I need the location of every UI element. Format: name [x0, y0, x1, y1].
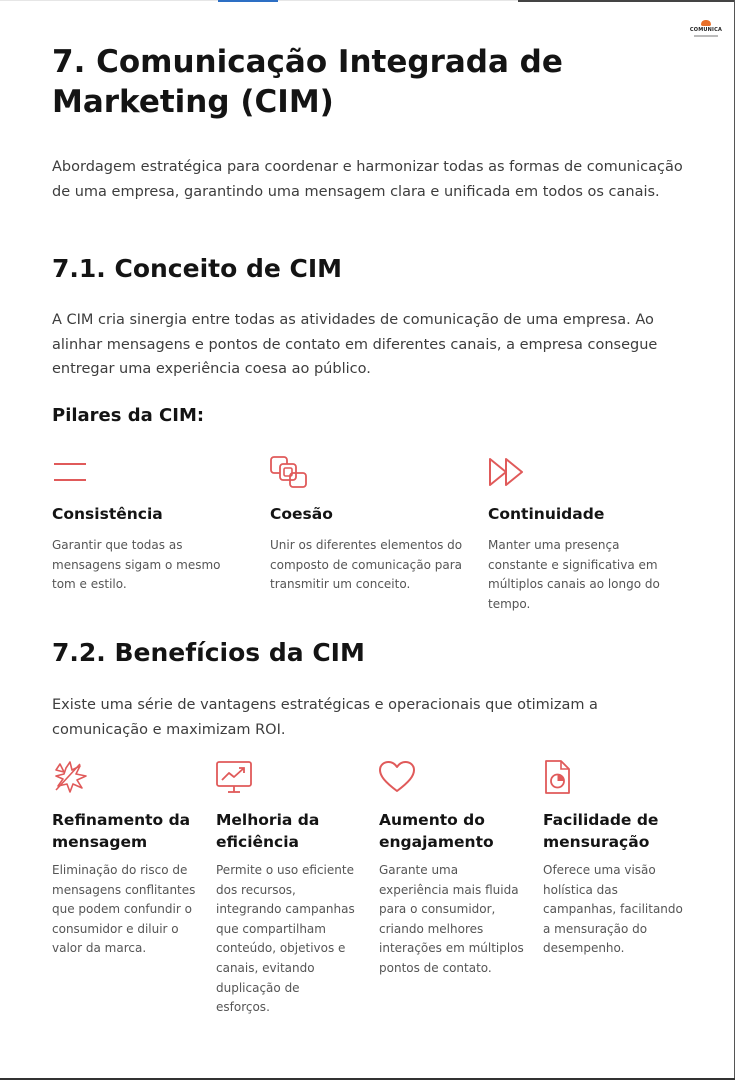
document-chart-icon: [543, 760, 583, 794]
concept-paragraph: A CIM cria sinergia entre todas as atividades de comunicação de uma empresa. Ao alinhar mensagens e pontos de contato em diferentes canais, a empresa consegue entregar uma experiência coesa ao público.: [52, 312, 658, 377]
pillar-title: Consistência: [52, 505, 163, 523]
pillar-text: Unir os diferentes elementos do composto de comunicação para transmitir um conceito.: [270, 538, 463, 592]
top-dark-bar: [518, 0, 735, 2]
logo-wordmark: COMUNICA: [689, 27, 723, 33]
pillars-heading: Pilares da CIM:: [52, 405, 205, 426]
pillar-title: Continuidade: [488, 505, 605, 523]
page-title: 7. Comunicação Integrada de Marketing (CIM): [52, 44, 563, 120]
benefit-text: Garante uma experiência mais fluida para o consumidor, criando melhores interações em múltiplos pontos de contato.: [379, 863, 524, 975]
benefit-title: Facilidade de mensuração: [543, 811, 659, 851]
logo-tagline-bar: [694, 35, 718, 37]
pillar-title: Coesão: [270, 505, 333, 523]
benefits-paragraph: Existe uma série de vantagens estratégicas e operacionais que otimizam a comunicação e maximizam ROI.: [52, 697, 598, 738]
brand-logo: [688, 20, 724, 46]
benefit-title: Aumento do engajamento: [379, 811, 494, 851]
benefit-text: Oferece uma visão holística das campanhas, facilitando a mensuração do desempenho.: [543, 863, 683, 956]
benefit-text: Permite o uso eficiente dos recursos, integrando campanhas que compartilham conteúdo, objetivos e canais, evitando duplicação de esforços.: [216, 863, 355, 1015]
top-accent-bar: [218, 0, 278, 2]
benefit-text: Eliminação do risco de mensagens conflitantes que podem confundir o consumidor e diluir o valor da marca.: [52, 863, 196, 956]
section-heading-benefits: 7.2. Benefícios da CIM: [52, 638, 365, 667]
benefit-title: Refinamento da mensagem: [52, 811, 191, 851]
sparkle-burst-icon: [52, 760, 92, 794]
logo-mark-icon: [701, 20, 711, 26]
pillar-text: Garantir que todas as mensagens sigam o mesmo tom e estilo.: [52, 538, 221, 592]
intro-paragraph: Abordagem estratégica para coordenar e harmonizar todas as formas de comunicação de uma empresa, garantindo uma mensagem clara e unificada em todos os canais.: [52, 159, 683, 200]
equals-lines-icon: [52, 456, 92, 490]
section-heading-concept: 7.1. Conceito de CIM: [52, 254, 343, 283]
layered-squares-icon: [270, 456, 310, 490]
fast-forward-icon: [488, 456, 528, 490]
pillar-text: Manter uma presença constante e significativa em múltiplos canais ao longo do tempo.: [488, 538, 660, 611]
heart-icon: [379, 760, 419, 794]
benefit-title: Melhoria da eficiência: [216, 811, 320, 851]
chart-monitor-icon: [216, 760, 256, 794]
